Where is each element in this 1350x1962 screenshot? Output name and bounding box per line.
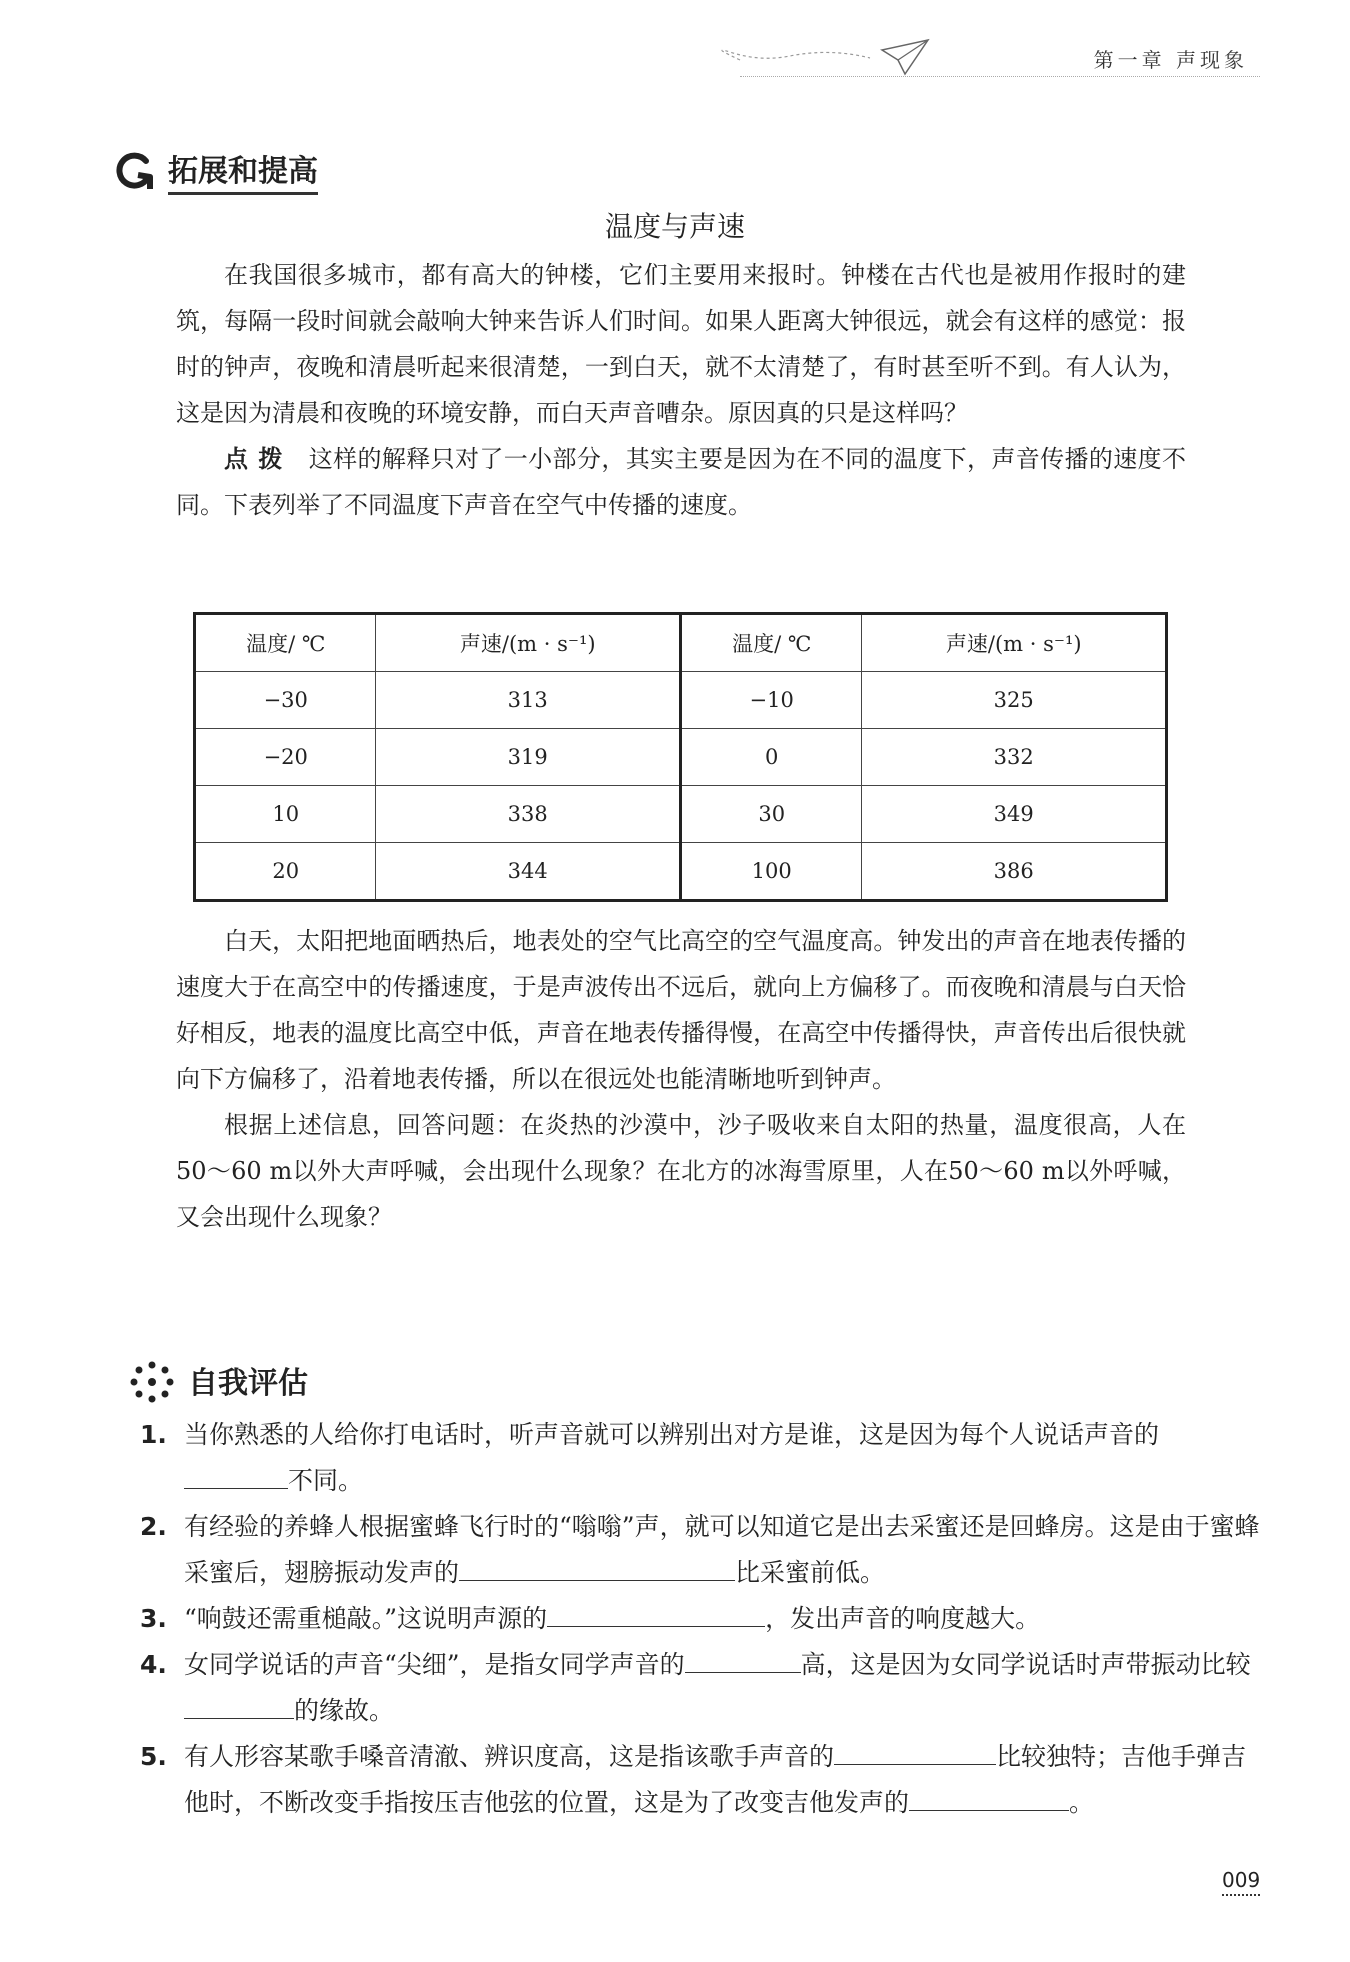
answer-blank[interactable] <box>909 1786 1069 1811</box>
table-cell: −10 <box>680 672 861 729</box>
paper-plane-icon <box>700 38 940 78</box>
answer-blank[interactable] <box>459 1556 735 1581</box>
question-text: 比采蜜前低。 <box>735 1558 886 1587</box>
table-row <box>195 843 1167 901</box>
question-text: 。 <box>1069 1788 1095 1817</box>
question-1 <box>140 1412 1260 1504</box>
paragraph: 在我国很多城市，都有高大的钟楼，它们主要用来报时。钟楼在古代也是被用作报时的建筑，每隔一段时间就会敲响大钟来告诉人们时间。如果人距离大钟很远，就会有这样的感觉：报时的钟声，夜晚和清晨听起来很清楚，一到白天，就不太清楚了，有时甚至听不到。有人认为，这是因为清晨和夜晚的环境安静，而白天声音嘈杂。原因真的只是这样吗？ <box>176 261 1186 427</box>
table-cell: 0 <box>680 729 861 786</box>
question-text: 不同。 <box>288 1466 364 1495</box>
answer-blank[interactable] <box>685 1648 801 1673</box>
article-title: 温度与声速 <box>604 210 745 243</box>
question-3 <box>140 1596 1260 1642</box>
article-intro <box>176 252 1186 528</box>
section-title: 自我评估 <box>188 1366 308 1401</box>
question-4 <box>140 1642 1260 1734</box>
table-cell: 325 <box>862 672 1167 729</box>
table-cell: 100 <box>680 843 861 901</box>
question-paragraph: 根据上述信息，回答问题：在炎热的沙漠中，沙子吸收来自太阳的热量，温度很高，人在50～60 m以外大声呼喊，会出现什么现象？在北方的冰海雪原里，人在50～60 m以外呼喊，又会出现什么现象？ <box>176 1111 1186 1231</box>
speed-table <box>193 612 1168 902</box>
question-number: 5. <box>140 1742 167 1771</box>
table-cell: 338 <box>376 786 681 843</box>
table-row <box>195 672 1167 729</box>
dots-circle-icon <box>128 1359 176 1403</box>
question-text: “响鼓还需重槌敲。”这说明声源的 <box>184 1604 548 1633</box>
answer-blank[interactable] <box>547 1602 765 1627</box>
table-header: 声速/(m · s⁻¹) <box>862 614 1167 672</box>
table-cell: 344 <box>376 843 681 901</box>
table-cell: 313 <box>376 672 681 729</box>
hint-label: 点拨 <box>224 445 293 473</box>
question-text: 女同学说话的声音“尖细”，是指女同学声音的 <box>184 1650 685 1679</box>
answer-blank[interactable] <box>184 1694 294 1719</box>
chapter-title: 第一章 声现象 <box>1093 48 1248 72</box>
answer-blank[interactable] <box>834 1740 996 1765</box>
question-number: 3. <box>140 1604 167 1633</box>
table-cell: 10 <box>195 786 376 843</box>
question-text: 的缘故。 <box>294 1696 395 1725</box>
table-row <box>195 729 1167 786</box>
question-number: 2. <box>140 1512 167 1541</box>
article-body <box>176 918 1186 1240</box>
section-heading-extension <box>112 146 318 195</box>
table-cell: −30 <box>195 672 376 729</box>
question-number: 4. <box>140 1650 167 1679</box>
question-text: 高，这是因为女同学说话时声带振动比较 <box>800 1650 1251 1679</box>
section-heading-self-assessment <box>128 1358 308 1404</box>
table-cell: 20 <box>195 843 376 901</box>
table-cell: 30 <box>680 786 861 843</box>
page-header <box>700 38 1300 88</box>
table-row <box>195 786 1167 843</box>
question-text: 有经验的养蜂人根据蜜蜂飞行时的“嗡嗡”声，就可以知道它是出去采蜜还是回蜂房。这是由于蜜蜂采蜜后，翅膀振动发声的 <box>184 1512 1260 1587</box>
section-title: 拓展和提高 <box>168 146 318 195</box>
question-list <box>140 1412 1260 1826</box>
table-header: 温度/ ℃ <box>680 614 861 672</box>
table-header: 声速/(m · s⁻¹) <box>376 614 681 672</box>
hint-text: 这样的解释只对了一小部分，其实主要是因为在不同的温度下，声音传播的速度不同。下表列举了不同温度下声音在空气中传播的速度。 <box>176 445 1187 519</box>
table-cell: 386 <box>862 843 1167 901</box>
table-cell: 319 <box>376 729 681 786</box>
circular-arrow-icon <box>112 151 156 191</box>
table-cell: 332 <box>862 729 1167 786</box>
answer-blank[interactable] <box>184 1464 288 1489</box>
question-5 <box>140 1734 1260 1826</box>
question-text: 当你熟悉的人给你打电话时，听声音就可以辨别出对方是谁，这是因为每个人说话声音的 <box>184 1420 1160 1449</box>
table-header-row <box>195 614 1167 672</box>
table-cell: 349 <box>862 786 1167 843</box>
hint-paragraph <box>176 436 1186 528</box>
question-text: 比较独特；吉他手弹吉他时，不断改变手指按压吉他弦的位置，这是为了改变吉他发声的 <box>184 1742 1247 1817</box>
question-number: 1. <box>140 1420 167 1449</box>
table-cell: −20 <box>195 729 376 786</box>
paragraph: 白天，太阳把地面晒热后，地表处的空气比高空的空气温度高。钟发出的声音在地表传播的速度大于在高空中的传播速度，于是声波传出不远后，就向上方偏移了。而夜晚和清晨与白天恰好相反，地表的温度比高空中低，声音在地表传播得慢，在高空中传播得快，声音传出后很快就向下方偏移了，沿着地表传播，所以在很远处也能清晰地听到钟声。 <box>176 927 1186 1093</box>
question-2 <box>140 1504 1260 1596</box>
page-number: 009 <box>1222 1868 1260 1896</box>
question-text: 有人形容某歌手嗓音清澈、辨识度高，这是指该歌手声音的 <box>184 1742 835 1771</box>
question-text: ，发出声音的响度越大。 <box>765 1604 1041 1633</box>
table-header: 温度/ ℃ <box>195 614 376 672</box>
